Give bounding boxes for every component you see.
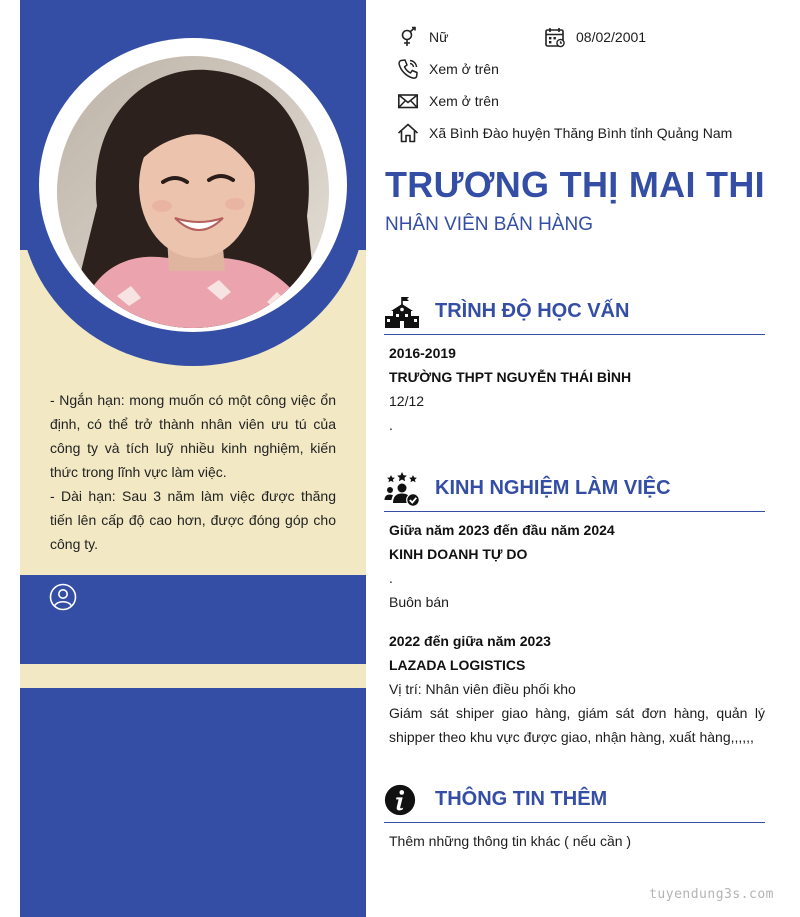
birthdate-row [544, 26, 646, 48]
job-2-position: Vị trí: Nhân viên điều phối kho [389, 681, 576, 697]
team-award-icon [384, 471, 420, 507]
additional-text: Thêm những thông tin khác ( nếu cần ) [389, 833, 632, 849]
info-icon [384, 784, 416, 816]
gender-icon [397, 26, 419, 48]
watermark: tuyendung3s.com [649, 887, 774, 902]
avatar [57, 56, 329, 328]
phone-icon [397, 58, 419, 80]
candidate-name: TRƯƠNG THỊ MAI THI [385, 164, 765, 205]
experience-section-header [384, 466, 765, 512]
job-2-company: LAZADA LOGISTICS [389, 657, 526, 673]
avatar-photo-illustration [57, 56, 329, 328]
phone-row [397, 58, 499, 80]
email-value: Xem ở trên [429, 93, 499, 109]
experience-title: KINH NGHIỆM LÀM VIỆC [435, 477, 671, 499]
additional-title: THÔNG TIN THÊM [435, 788, 608, 810]
contact-band [20, 575, 366, 664]
envelope-icon [397, 90, 419, 112]
objective-long-term: - Dài hạn: Sau 3 năm làm việc được thăng tiến lên cấp độ cao hơn, được đóng góp cho công ty. [50, 488, 336, 552]
left-sidebar [20, 0, 366, 917]
gender-row [397, 26, 448, 48]
job-1-line-1: . [389, 570, 393, 586]
job-1-description: Buôn bán [389, 594, 449, 610]
additional-section-header [384, 777, 765, 823]
email-row [397, 90, 499, 112]
job-1-period: Giữa năm 2023 đến đầu năm 2024 [389, 522, 615, 538]
user-circle-icon [49, 583, 77, 611]
education-section-header [384, 289, 765, 335]
address-value: Xã Bình Đào huyện Thăng Bình tỉnh Quảng Nam [429, 125, 733, 141]
job-2-description: Giám sát shiper giao hàng, giám sát đơn hàng, quản lý shipper theo khu vực được giao, nhận hàng, xuất hàng,,,,,, [389, 705, 765, 745]
education-period: 2016-2019 [389, 345, 456, 361]
education-school: TRƯỜNG THPT NGUYỄN THÁI BÌNH [389, 369, 632, 385]
job-2-period: 2022 đến giữa năm 2023 [389, 633, 551, 649]
job-title: NHÂN VIÊN BÁN HÀNG [385, 214, 593, 235]
education-note: . [389, 417, 393, 433]
objective-short-term: - Ngắn hạn: mong muốn có một công việc ổn định, có thể trở thành nhân viên ưu tú của công ty và tích luỹ nhiều kinh nghiệm, kiến thức trong lĩnh vực làm việc. [50, 392, 336, 480]
education-title: TRÌNH ĐỘ HỌC VẤN [435, 300, 630, 322]
sidebar-bottom-band [20, 688, 366, 917]
career-objective [50, 388, 336, 556]
address-row [397, 122, 732, 144]
education-grade: 12/12 [389, 393, 425, 409]
home-icon [397, 122, 419, 144]
gender-value: Nữ [429, 29, 449, 45]
phone-value: Xem ở trên [429, 61, 499, 77]
job-1-company: KINH DOANH TỰ DO [389, 546, 528, 562]
school-icon [384, 294, 420, 330]
birthdate-value: 08/02/2001 [576, 29, 647, 45]
calendar-icon [544, 26, 566, 48]
